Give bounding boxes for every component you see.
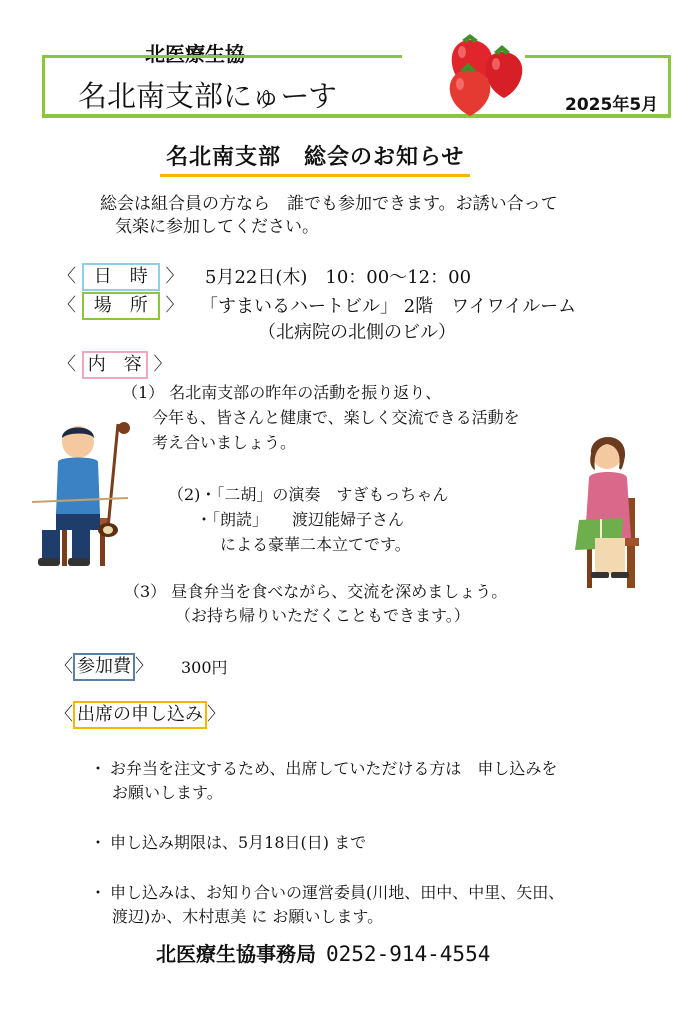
content-item-3-line-1: （3） 昼食弁当を食べながら、交流を深めましょう。 [124,582,508,601]
footer-contact [156,938,490,967]
content-item-3-line-2: （お持ち帰りいただくこともできます。） [175,606,470,625]
apply-row [55,700,225,729]
bracket-open: 〈 [58,295,76,316]
intro-line-1: 総会は組合員の方なら 誰でも参加できます。お誘い合って [100,194,558,214]
place-value: 「すまいるハートビル」 2階 ワイワイルーム [200,296,577,317]
content-item-1-line-2: 今年も、皆さんと健康で、楽しく交流できる活動を [152,408,520,427]
date-value: 5月22日(木) 10：00～12：00 [205,267,472,288]
apply-bullet-3-line-1: 申し込みは、お知り合いの運営委員(川地、田中、中里、矢田、 [110,883,565,902]
erhu-player-illustration [28,418,138,578]
page-title: 名北南支部 総会のお知らせ [160,140,470,177]
apply-bullet-1-line-1: お弁当を注文するため、出席していただける方は 申し込みを [110,759,558,778]
place-label: 場 所 [82,292,160,320]
bullet-dot: ・ [90,883,107,902]
bracket-close: 〉 [165,295,184,316]
bracket-close: 〉 [207,704,225,725]
bracket-open: 〈 [55,656,73,677]
newsletter-title: 名北南支部にゅーす [78,79,337,113]
fee-label: 参加費 [73,653,135,681]
content-row [58,350,171,379]
org-name: 北医療生協 [145,42,245,66]
date-label: 日 時 [82,263,160,291]
content-item-2-line-1: （2)・「二胡」の演奏 すぎもっちゃん [168,485,449,504]
apply-bullet-1-line-2: お願いします。 [112,783,223,802]
bullet-dot: ・ [90,759,107,778]
bracket-close: 〉 [135,656,153,677]
bracket-close: 〉 [165,266,184,287]
apply-bullet-3-line-2: 渡辺)か、木村恵美 に お願いします。 [112,907,384,926]
bullet-dot: ・ [90,833,107,852]
bracket-open: 〈 [58,354,76,375]
intro-line-2: 気楽に参加してください。 [115,217,319,237]
bracket-open: 〈 [55,704,73,725]
strawberry-icon [440,30,532,118]
content-item-1-line-1: （1） 名北南支部の昨年の活動を振り返り、 [122,383,442,402]
date-row [58,262,183,291]
issue-date: 2025年5月 [565,95,659,115]
content-item-2-line-3: による豪華二本立てです。 [220,535,411,554]
bracket-open: 〈 [58,266,76,287]
place-row [58,291,183,320]
office-name: 北医療生協事務局 [156,942,316,966]
apply-bullet-2: 申し込み期限は、5月18日(日) まで [110,833,367,852]
content-label: 内 容 [82,351,148,379]
apply-label: 出席の申し込み [73,701,207,729]
fee-value: 300円 [181,658,228,677]
phone-number: 0252-914-4554 [326,942,491,966]
bracket-close: 〉 [153,354,172,375]
reading-woman-illustration [565,428,665,593]
fee-row [55,652,153,681]
content-item-1-line-3: 考え合いましょう。 [152,433,297,452]
content-item-2-line-2: ・「朗読」 渡辺能婦子さん [196,510,405,529]
place-note: （北病院の北側のビル） [258,322,456,343]
